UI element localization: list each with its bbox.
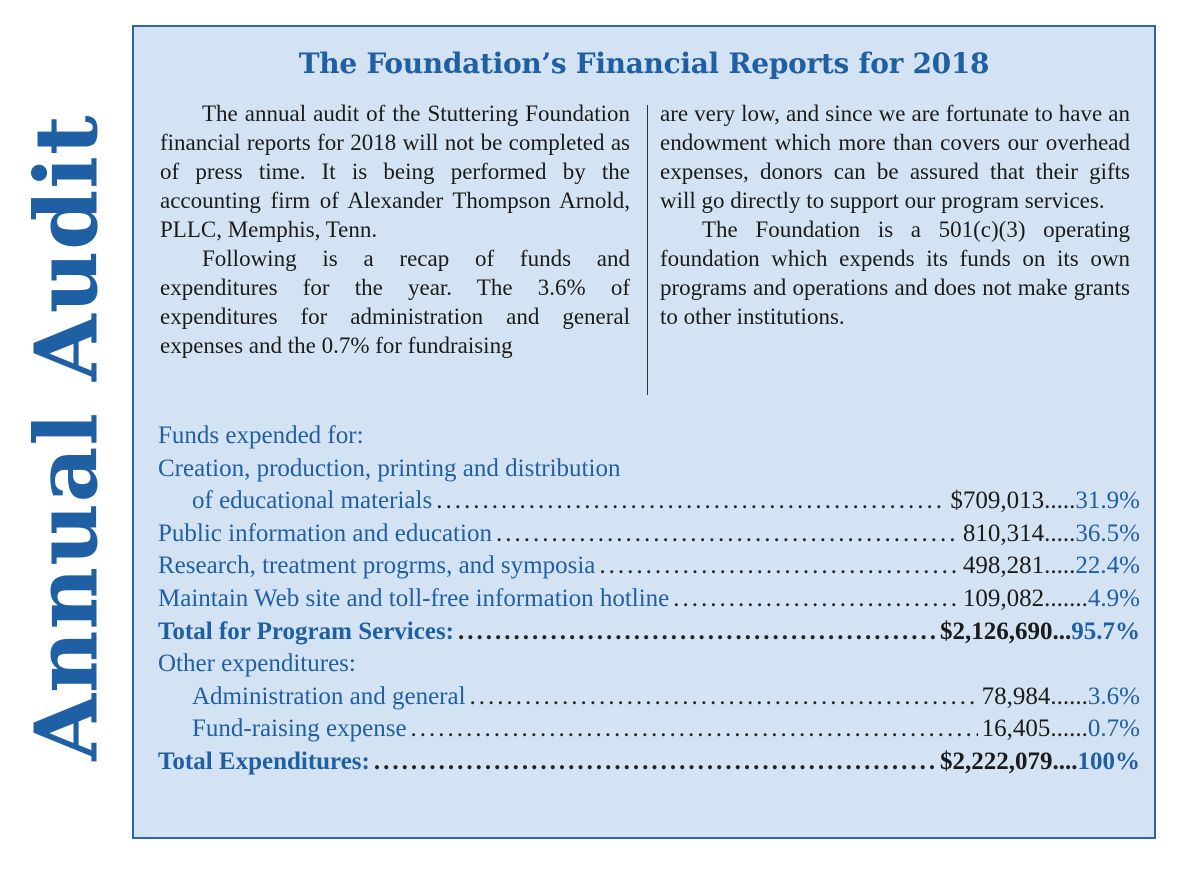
dot-leader — [458, 616, 936, 649]
dot-leader — [470, 681, 978, 714]
pct-leader: ...... — [1050, 682, 1088, 710]
ledger-amount: 498,281 — [962, 552, 1045, 580]
ledger-label: Administration and general — [192, 682, 466, 710]
report-panel — [132, 25, 1156, 839]
ledger-label: of educational materials — [192, 487, 433, 515]
ledger-label: Public information and education — [158, 519, 492, 547]
ledger-heading-label: Funds expended for: — [158, 422, 364, 449]
ledger-label: Total Expenditures: — [158, 747, 370, 775]
pct-leader: ..... — [1044, 519, 1076, 547]
dot-leader — [496, 518, 959, 551]
pct-leader: ... — [1052, 617, 1072, 645]
side-title — [5, 20, 130, 855]
ledger-amount: 810,314 — [962, 519, 1045, 547]
ledger-percent: 100% — [1077, 747, 1140, 775]
right-column — [660, 99, 1130, 331]
dot-leader — [411, 713, 978, 746]
ledger-row-program-total — [158, 616, 1140, 649]
left-paragraph-1: The annual audit of the Stuttering Foundation financial reports for 2018 will not be completed as of press time. It is being performed by the accounting firm of Alexander Thompson Arnold, PLLC, Memphis, Tenn. — [160, 101, 630, 242]
pct-leader: ..... — [1044, 552, 1076, 580]
ledger-label: Creation, production, printing and distribution — [158, 454, 621, 482]
ledger-row-fundraising — [158, 713, 1140, 746]
right-paragraph-1: are very low, and since we are fortunate to have an endowment which more than covers our overhead expenses, donors can be assured that their gifts will go directly to support our program services. — [660, 101, 1130, 213]
ledger-heading-other — [158, 648, 1140, 681]
dot-leader — [374, 746, 936, 779]
ledger-heading-funds — [158, 420, 1140, 453]
pct-leader: .... — [1052, 747, 1078, 775]
ledger-percent: 95.7% — [1071, 617, 1140, 645]
ledger-label: Total for Program Services: — [158, 617, 454, 645]
ledger-row-web-site-hotline — [158, 583, 1140, 616]
ledger-row-public-information — [158, 518, 1140, 551]
ledger-percent: 3.6% — [1087, 682, 1140, 710]
report-heading: The Foundation’s Financial Reports for 2018 — [298, 47, 990, 80]
ledger-percent: 36.5% — [1075, 519, 1140, 547]
ledger-percent: 4.9% — [1087, 584, 1140, 612]
side-title-text: Annual Audit — [17, 114, 119, 761]
left-paragraph-2: Following is a recap of funds and expenditures for the year. The 3.6% of expenditures for administration and general expenses and the 0.7% for fundraising — [160, 246, 630, 358]
ledger-row-educational-materials — [158, 485, 1140, 518]
ledger-label: Research, treatment progrms, and symposia — [158, 552, 596, 580]
dot-leader — [599, 550, 959, 583]
ledger-amount: $2,222,079 — [940, 747, 1053, 775]
ledger-amount: $2,126,690 — [940, 617, 1053, 645]
pct-leader: ..... — [1044, 487, 1076, 515]
ledger-amount: 78,984 — [981, 682, 1051, 710]
ledger-row-educational-materials-line1 — [158, 453, 1140, 486]
pct-leader: ...... — [1050, 715, 1088, 743]
ledger-amount: 109,082 — [962, 584, 1045, 612]
ledger-label: Fund-raising expense — [192, 715, 407, 743]
ledger-amount: $709,013 — [950, 487, 1045, 515]
ledger-row-total-expenditures — [158, 746, 1140, 779]
dot-leader — [436, 485, 946, 518]
pct-leader: ....... — [1044, 584, 1088, 612]
expenditure-ledger — [158, 420, 1140, 779]
ledger-label: Maintain Web site and toll-free information hotline — [158, 584, 670, 612]
ledger-amount: 16,405 — [981, 715, 1051, 743]
ledger-row-research — [158, 550, 1140, 583]
dot-leader — [673, 583, 959, 616]
ledger-percent: 31.9% — [1075, 487, 1140, 515]
ledger-row-administration — [158, 681, 1140, 714]
ledger-percent: 0.7% — [1087, 715, 1140, 743]
column-divider — [647, 105, 648, 395]
left-column — [160, 99, 630, 360]
right-paragraph-2: The Foundation is a 501(c)(3) operating foundation which expends its funds on its own programs and operations and does not make grants to other institutions. — [660, 217, 1130, 329]
ledger-percent: 22.4% — [1075, 552, 1140, 580]
ledger-heading-label: Other expenditures: — [158, 650, 356, 678]
